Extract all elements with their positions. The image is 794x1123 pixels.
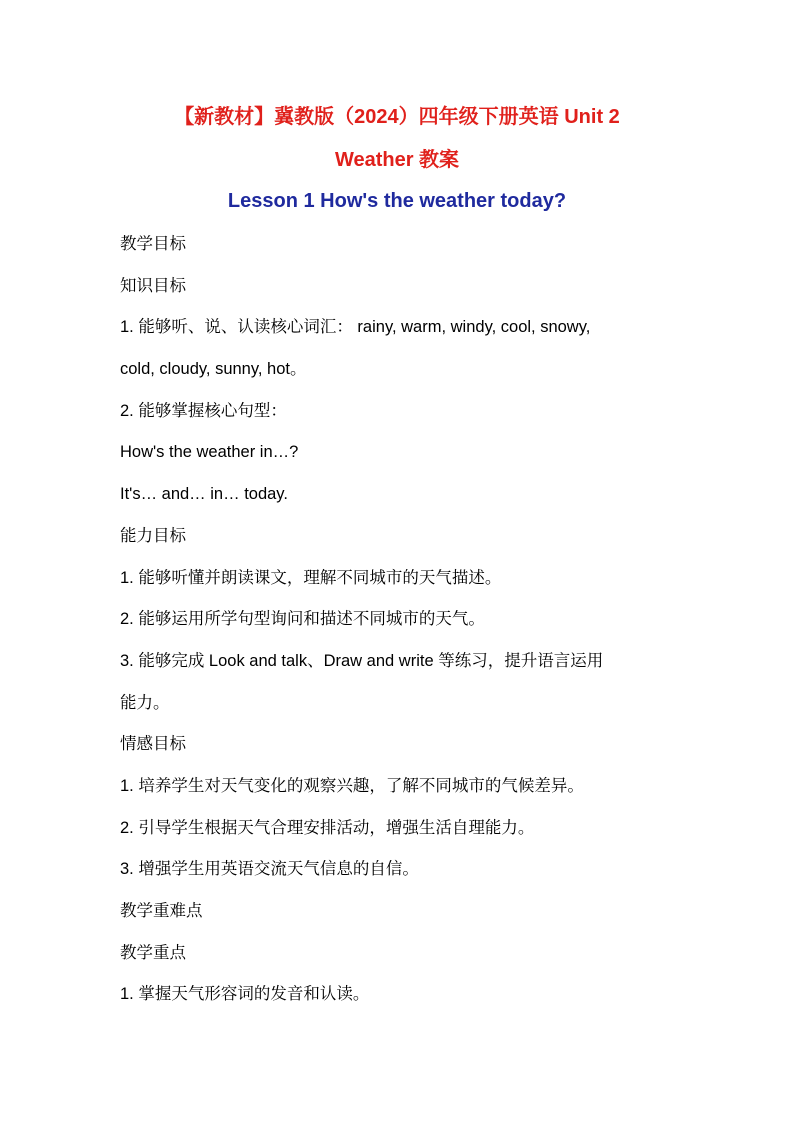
body-line: 1. 掌握天气形容词的发音和认读。 — [120, 985, 370, 1004]
body-line: It's… and… in… today. — [120, 485, 288, 504]
body-line: 2. 引导学生根据天气合理安排活动，增强生活自理能力。 — [120, 818, 535, 837]
subheading-key-points: 教学重点 — [120, 943, 186, 962]
document-title-line-2: Weather 教案 — [334, 149, 460, 171]
document-body — [120, 224, 700, 1016]
body-line: 2. 能够运用所学句型询问和描述不同城市的天气。 — [120, 610, 485, 629]
document-title-line-1: 【新教材】冀教版（2024）四年级下册英语 Unit 2 — [174, 106, 620, 128]
body-line: 2. 能够掌握核心句型： — [120, 401, 287, 420]
lesson-title: Lesson 1 How's the weather today? — [227, 190, 567, 212]
subheading-ability-objectives: 能力目标 — [120, 526, 186, 545]
body-line: 1. 能够听、说、认读核心词汇： rainy, warm, windy, cool, snowy, — [120, 318, 591, 337]
subheading-knowledge-objectives: 知识目标 — [120, 276, 186, 295]
section-heading-key-difficult-points: 教学重难点 — [120, 902, 203, 920]
body-line: 3. 增强学生用英语交流天气信息的自信。 — [120, 860, 419, 879]
body-line: 3. 能够完成 Look and talk、Draw and write 等练习，提升语言运用 — [120, 651, 604, 670]
body-line: 1. 能够听懂并朗读课文，理解不同城市的天气描述。 — [120, 568, 502, 587]
body-line: 1. 培养学生对天气变化的观察兴趣，了解不同城市的气候差异。 — [120, 776, 584, 795]
body-line: 能力。 — [120, 693, 170, 712]
subheading-affective-objectives: 情感目标 — [120, 735, 186, 754]
section-heading-teaching-objectives: 教学目标 — [120, 235, 186, 253]
body-line: How's the weather in…? — [120, 443, 299, 462]
body-line: cold, cloudy, sunny, hot。 — [120, 360, 307, 379]
